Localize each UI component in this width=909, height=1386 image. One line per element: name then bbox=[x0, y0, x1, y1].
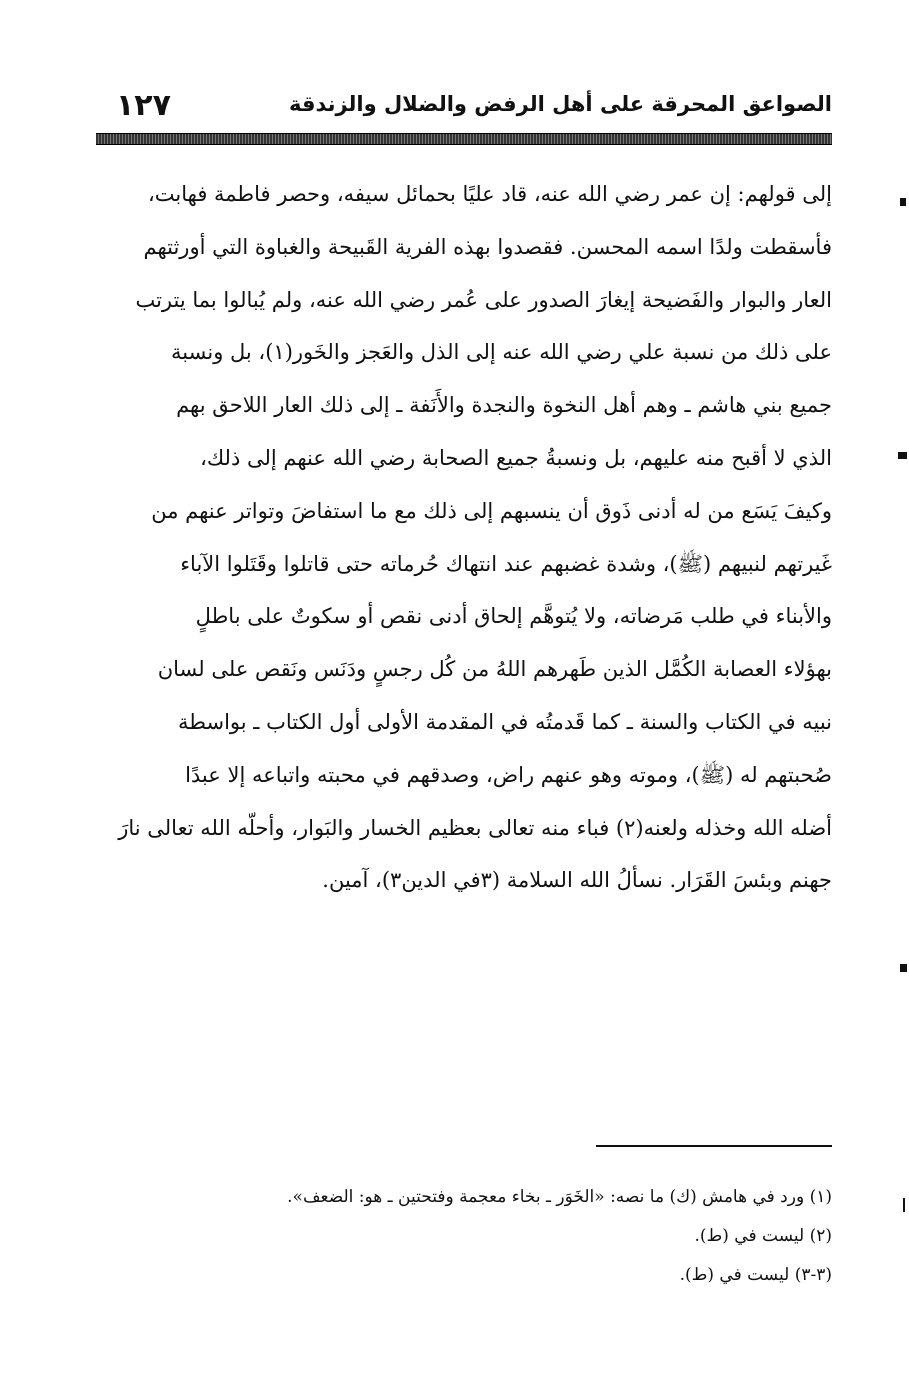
running-title: الصواعق المحرقة على أهل الرفض والضلال والزندقة bbox=[288, 92, 832, 116]
footnote-rule bbox=[596, 1145, 832, 1147]
page-number: ١٢٧ bbox=[116, 88, 171, 123]
main-text bbox=[96, 168, 832, 907]
margin-mark bbox=[898, 452, 907, 459]
text-line: أضله الله وخذله ولعنه(٢) فباء منه تعالى بعظيم الخسار والبَوار، وأحلّه الله تعالى نارَ bbox=[118, 815, 832, 840]
margin-mark bbox=[900, 198, 906, 206]
text-line: جميع بني هاشم ـ وهم أهل النخوة والنجدة والأَنَفة ـ إلى ذلك العار اللاحق بهم bbox=[176, 393, 832, 418]
text-line: نبيه في الكتاب والسنة ـ كما قَدمتُه في المقدمة الأولى أول الكتاب ـ بواسطة bbox=[178, 709, 832, 734]
footnote-3: (٣-٣) ليست في (ط). bbox=[679, 1265, 832, 1285]
footnotes bbox=[96, 1178, 832, 1295]
text-line: والأبناء في طلب مَرضاته، ولا يُتوهَّم إلحاق أدنى نقص أو سكوتٌ على باطلٍ bbox=[195, 604, 832, 629]
text-line: إلى قولهم: إن عمر رضي الله عنه، قاد عليًا بحمائل سيفه، وحصر فاطمة فهابت، bbox=[148, 182, 832, 206]
text-line: العار والبوار والفَضيحة إيغارَ الصدور على عُمر رضي الله عنه، ولم يُبالوا بما يترتب bbox=[135, 287, 832, 312]
text-line: بهؤلاء العصابة الكُمَّل الذين طَهرهم اللهُ من كُل رجسٍ ودَنَس ونَقص على لسان bbox=[157, 657, 832, 682]
page-header bbox=[96, 88, 832, 128]
footnote-1: (١) ورد في هامش (ك) ما نصه: «الخَوَر ـ بخاء معجمة وفتحتين ـ هو: الضعف». bbox=[287, 1187, 832, 1207]
text-line: فأسقطت ولدًا اسمه المحسن. فقصدوا بهذه الفرية القَبيحة والغباوة التي أورثتهم bbox=[143, 234, 832, 259]
text-line: الذي لا أقبح منه عليهم، بل ونسبةُ جميع الصحابة رضي الله عنهم إلى ذلك، bbox=[200, 445, 832, 470]
footnote-2: (٢) ليست في (ط). bbox=[694, 1226, 832, 1246]
header-rule bbox=[96, 133, 832, 145]
text-line: جهنم وبئسَ القَرَار. نسألُ الله السلامة (٣في الدين٣)، آمين. bbox=[322, 868, 832, 893]
text-line: صُحبتهم له (ﷺ)، وموته وهو عنهم راض، وصدقهم في محبته واتباعه إلا عبدًا bbox=[185, 762, 832, 787]
text-line: على ذلك من نسبة علي رضي الله عنه إلى الذل والعَجز والخَور(١)، بل ونسبة bbox=[171, 340, 832, 365]
margin-mark bbox=[903, 1198, 905, 1212]
text-line: غَيرتهم لنبيهم (ﷺ)، وشدة غضبهم عند انتهاك حُرماته حتى قاتلوا وقَتَلوا الآباء bbox=[180, 551, 832, 576]
margin-mark bbox=[900, 964, 907, 972]
text-line: وكيفَ يَسَع من له أدنى ذَوق أن ينسبهم إلى ذلك مع ما استفاضَ وتواتر عنهم من bbox=[151, 498, 832, 523]
